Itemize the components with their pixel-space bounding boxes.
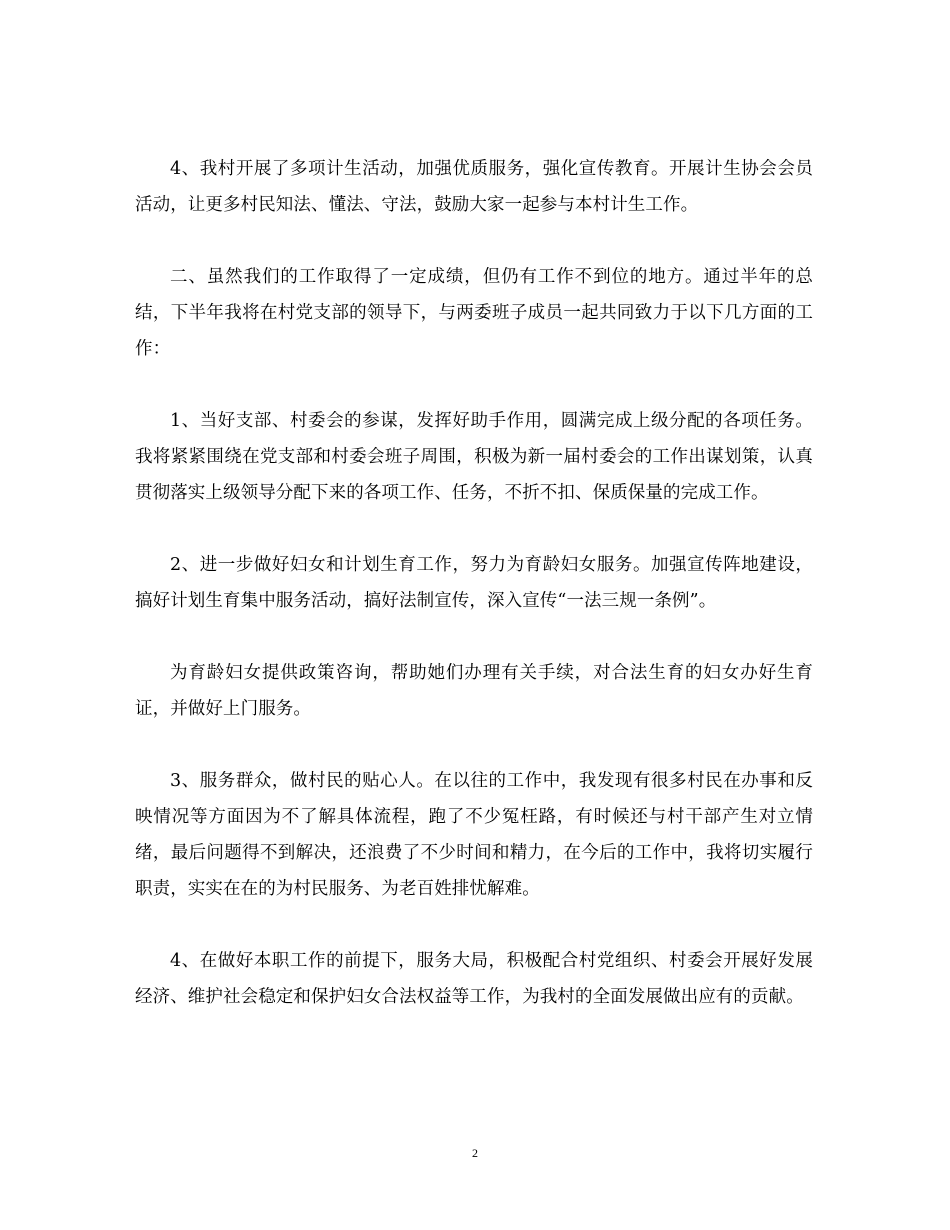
page-number: 2 [472, 1146, 478, 1160]
paragraph-family-planning-activities: 4、我村开展了多项计生活动，加强优质服务，强化宣传教育。开展计生协会会员活动，让更多村民知法、懂法、守法，鼓励大家一起参与本村计生工作。 [135, 159, 813, 215]
paragraph-policy-consulting: 为育龄妇女提供政策咨询，帮助她们办理有关手续，对合法生育的妇女办好生育证，并做好上门服务。 [135, 663, 813, 719]
paragraph-advisor-role: 1、当好支部、村委会的参谋，发挥好助手作用，圆满完成上级分配的各项任务。我将紧紧围绕在党支部和村委会班子周围，积极为新一届村委会的工作出谋划策，认真贯彻落实上级领导分配下来的各项工作、任务，不折不扣、保质保量的完成工作。 [135, 411, 813, 503]
paragraph-serve-villagers: 3、服务群众，做村民的贴心人。在以往的工作中，我发现有很多村民在办事和反映情况等方面因为不了解具体流程，跑了不少冤枉路，有时候还与村干部产生对立情绪，最后问题得不到解决，还浪费了不少时间和精力，在今后的工作中，我将切实履行职责，实实在在的为村民服务、为老百姓排忧解难。 [135, 771, 813, 899]
paragraph-second-half-plan: 二、虽然我们的工作取得了一定成绩，但仍有工作不到位的地方。通过半年的总结，下半年我将在村党支部的领导下，与两委班子成员一起共同致力于以下几方面的工作： [135, 267, 813, 359]
paragraph-overall-development: 4、在做好本职工作的前提下，服务大局，积极配合村党组织、村委会开展好发展经济、维护社会稳定和保护妇女合法权益等工作，为我村的全面发展做出应有的贡献。 [135, 951, 813, 1007]
paragraph-womens-work: 2、进一步做好妇女和计划生育工作，努力为育龄妇女服务。加强宣传阵地建设，搞好计划生育集中服务活动，搞好法制宣传，深入宣传“一法三规一条例”。 [135, 555, 813, 611]
document-body [135, 151, 813, 1051]
